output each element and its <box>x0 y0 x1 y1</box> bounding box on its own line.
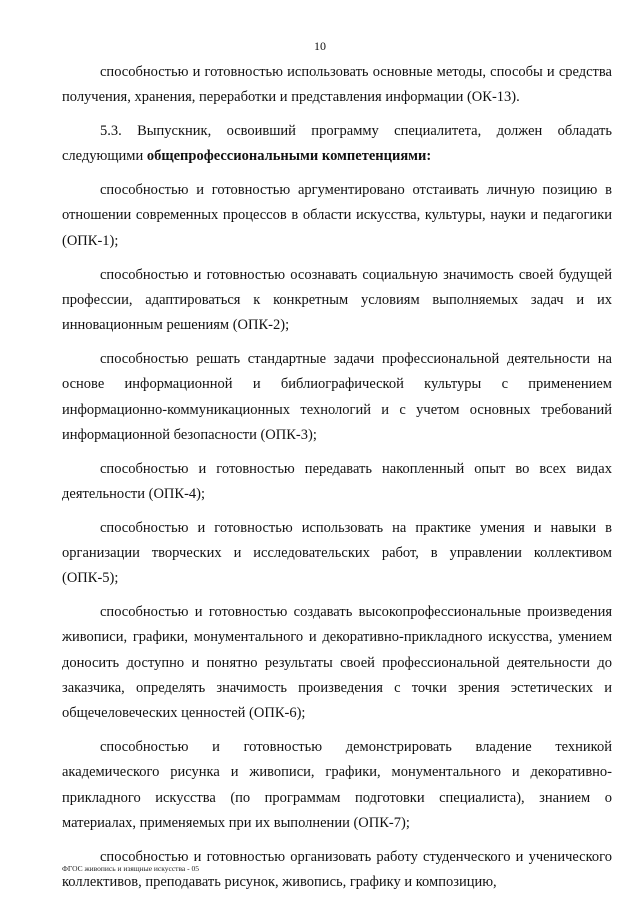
section-5-3-intro: 5.3. Выпускник, освоивший программу специалитета, должен обладать следующими <box>62 123 612 165</box>
paragraph-opk-4: способностью и готовностью передавать накопленный опыт во всех видах деятельности (ОПК-4); <box>62 460 612 502</box>
paragraph-opk-2: способностью и готовностью осознавать социальную значимость своей будущей профессии, адаптироваться к конкретным условиям выполняемых задач и их инновационным решениям (ОПК-2); <box>62 266 612 334</box>
paragraph-section-5-3 <box>62 119 612 170</box>
paragraph-ok-13: способностью и готовностью использовать основные методы, способы и средства получения, хранения, переработки и представления информации (ОК-13). <box>62 64 612 106</box>
page-footer: ФГОС живопись и изящные искусства - 05 <box>62 864 199 873</box>
section-5-3-bold-term: общепрофессиональными компетенциями: <box>146 148 432 165</box>
page-number: 10 <box>314 39 326 53</box>
paragraph-opk-5: способностью и готовностью использовать на практике умения и навыки в организации творческих и исследовательских работ, в управлении коллективом (ОПК-5); <box>62 519 612 587</box>
document-body <box>62 60 612 904</box>
paragraph-opk-3: способностью решать стандартные задачи профессиональной деятельности на основе информационной и библиографической культуры с применением информационно-коммуникационных технологий и с учетом основных требований информационной безопасности (ОПК-3); <box>62 350 612 443</box>
paragraph-opk-7: способностью и готовностью демонстрировать владение техникой академического рисунка и живописи, графики, монументального и декоративно-прикладного искусства (по программам подготовки специалиста), знанием о материалах, применяемых при их выполнении (ОПК-7); <box>62 739 612 832</box>
paragraph-opk-6: способностью и готовностью создавать высокопрофессиональные произведения живописи, графики, монументального и декоративно-прикладного искусства, умением доносить доступно и понятно результаты своей профессиональной деятельности до заказчика, определять значимость произведения с точки зрения эстетических и общечеловеческих ценностей (ОПК-6); <box>62 604 612 722</box>
paragraph-opk-8-partial: способностью и готовностью организовать работу студенческого и ученического коллективов, преподавать рисунок, живопись, графику и композицию, <box>62 848 612 891</box>
paragraph-opk-1: способностью и готовностью аргументировано отстаивать личную позицию в отношении современных процессов в области искусства, культуры, науки и педагогики (ОПК-1); <box>62 182 612 249</box>
